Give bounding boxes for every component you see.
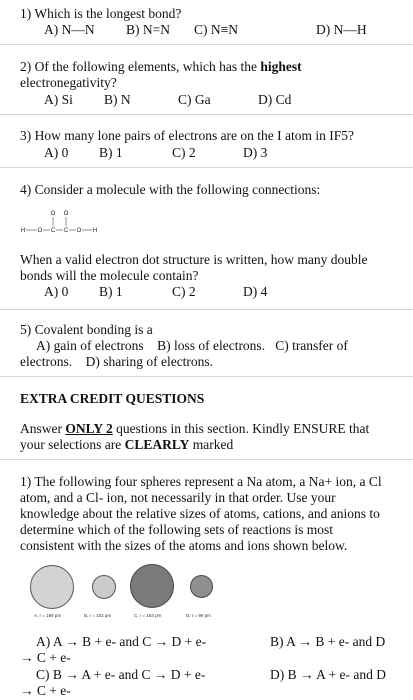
q5-text: 5) Covalent bonding is a	[20, 322, 153, 337]
molecule-atom: O	[63, 211, 69, 217]
ec1-option-c-line1[interactable]: C) B → A + e- and C → D + e-	[36, 667, 206, 682]
divider	[0, 167, 413, 168]
ec1-option-a-line1[interactable]: A) A → B + e- and C → D + e-	[36, 634, 207, 649]
sphere-c-label: C, r = 184 pm	[134, 613, 162, 618]
molecule-structure-diagram	[20, 208, 100, 238]
molecule-atom: O	[37, 228, 43, 234]
molecule-atom: O	[50, 211, 56, 217]
ec1-text-line2: atom, and a Cl- ion, not necessarily in that order. Use your	[20, 490, 336, 505]
sphere-c	[130, 564, 174, 608]
clearly-highlight: CLEARLY	[124, 437, 190, 452]
q5-options-line1[interactable]: A) gain of electrons B) loss of electrons. C) transfer of	[36, 338, 348, 353]
molecule-atom: H	[92, 228, 98, 234]
divider	[0, 376, 413, 377]
sphere-a	[30, 565, 74, 609]
q1-option-b[interactable]: B) N=N	[126, 22, 170, 37]
molecule-atom: H	[20, 228, 26, 234]
ec1-option-b-line1[interactable]: B) A → B + e- and D	[270, 634, 386, 649]
ec1-option-a-line2[interactable]: → C + e-	[20, 650, 71, 665]
sphere-a-label: A, r = 186 pm	[34, 613, 62, 618]
q5-options-line2[interactable]: electrons. D) sharing of electrons.	[20, 354, 214, 369]
extra-credit-instruction-line2: your selections are CLEARLY marked	[20, 437, 234, 452]
q3-text: 3) How many lone pairs of electrons are on the I atom in IF5?	[20, 128, 355, 143]
extra-credit-instruction-line1: Answer ONLY 2 questions in this section. Kindly ENSURE that	[20, 421, 370, 436]
molecule-atom: O	[76, 228, 82, 234]
q1-option-a[interactable]: A) N—N	[44, 22, 95, 37]
ec1-option-c-line2[interactable]: → C + e-	[20, 683, 71, 698]
sphere-d-label: D, r = 99 pm	[186, 613, 211, 618]
q4-text-line1: When a valid electron dot structure is written, how many double	[20, 252, 368, 267]
q2-highlight: highest	[260, 59, 302, 74]
q2-option-a[interactable]: A) Si	[44, 92, 73, 107]
ec1-text-line1: 1) The following four spheres represent a Na atom, a Na+ ion, a Cl	[20, 474, 382, 489]
q1-option-d[interactable]: D) N—H	[316, 22, 367, 37]
q4-option-d[interactable]: D) 4	[243, 284, 268, 299]
divider	[0, 309, 413, 310]
q4-text-line2: bonds will the molecule contain?	[20, 268, 199, 283]
sphere-d	[190, 575, 213, 598]
q3-option-a[interactable]: A) 0	[44, 145, 69, 160]
divider	[0, 44, 413, 45]
sphere-b-label: B, r = 102 pm	[84, 613, 112, 618]
only-two-highlight: ONLY 2	[65, 421, 113, 436]
q2-text-line1: 2) Of the following elements, which has the highest	[20, 59, 302, 74]
q4-text: 4) Consider a molecule with the following connections:	[20, 182, 321, 197]
ec1-text-line4: determine which of the following sets of reactions is most	[20, 522, 334, 537]
q2-option-b[interactable]: B) N	[104, 92, 131, 107]
q4-option-c[interactable]: C) 2	[172, 284, 196, 299]
q3-option-b[interactable]: B) 1	[99, 145, 123, 160]
molecule-atom: C	[50, 228, 56, 234]
ec1-text-line5: consistent with the sizes of the atoms and ions shown below.	[20, 538, 348, 553]
q4-option-b[interactable]: B) 1	[99, 284, 123, 299]
extra-credit-heading: EXTRA CREDIT QUESTIONS	[20, 391, 205, 406]
ec1-text-line3: knowledge about the relative sizes of atoms, cations, and anions to	[20, 506, 380, 521]
q1-text: 1) Which is the longest bond?	[20, 6, 182, 21]
ec1-option-d-line1[interactable]: D) B → A + e- and D	[270, 667, 386, 682]
sphere-b	[92, 575, 116, 599]
q2-text-line2: electronegativity?	[20, 75, 117, 90]
q2-option-d[interactable]: D) Cd	[258, 92, 292, 107]
q1-option-c[interactable]: C) N≡N	[194, 22, 238, 37]
q2-option-c[interactable]: C) Ga	[178, 92, 211, 107]
q3-option-c[interactable]: C) 2	[172, 145, 196, 160]
molecule-atom: C	[63, 228, 69, 234]
q3-option-d[interactable]: D) 3	[243, 145, 268, 160]
divider	[0, 459, 413, 460]
divider	[0, 114, 413, 115]
q4-option-a[interactable]: A) 0	[44, 284, 69, 299]
